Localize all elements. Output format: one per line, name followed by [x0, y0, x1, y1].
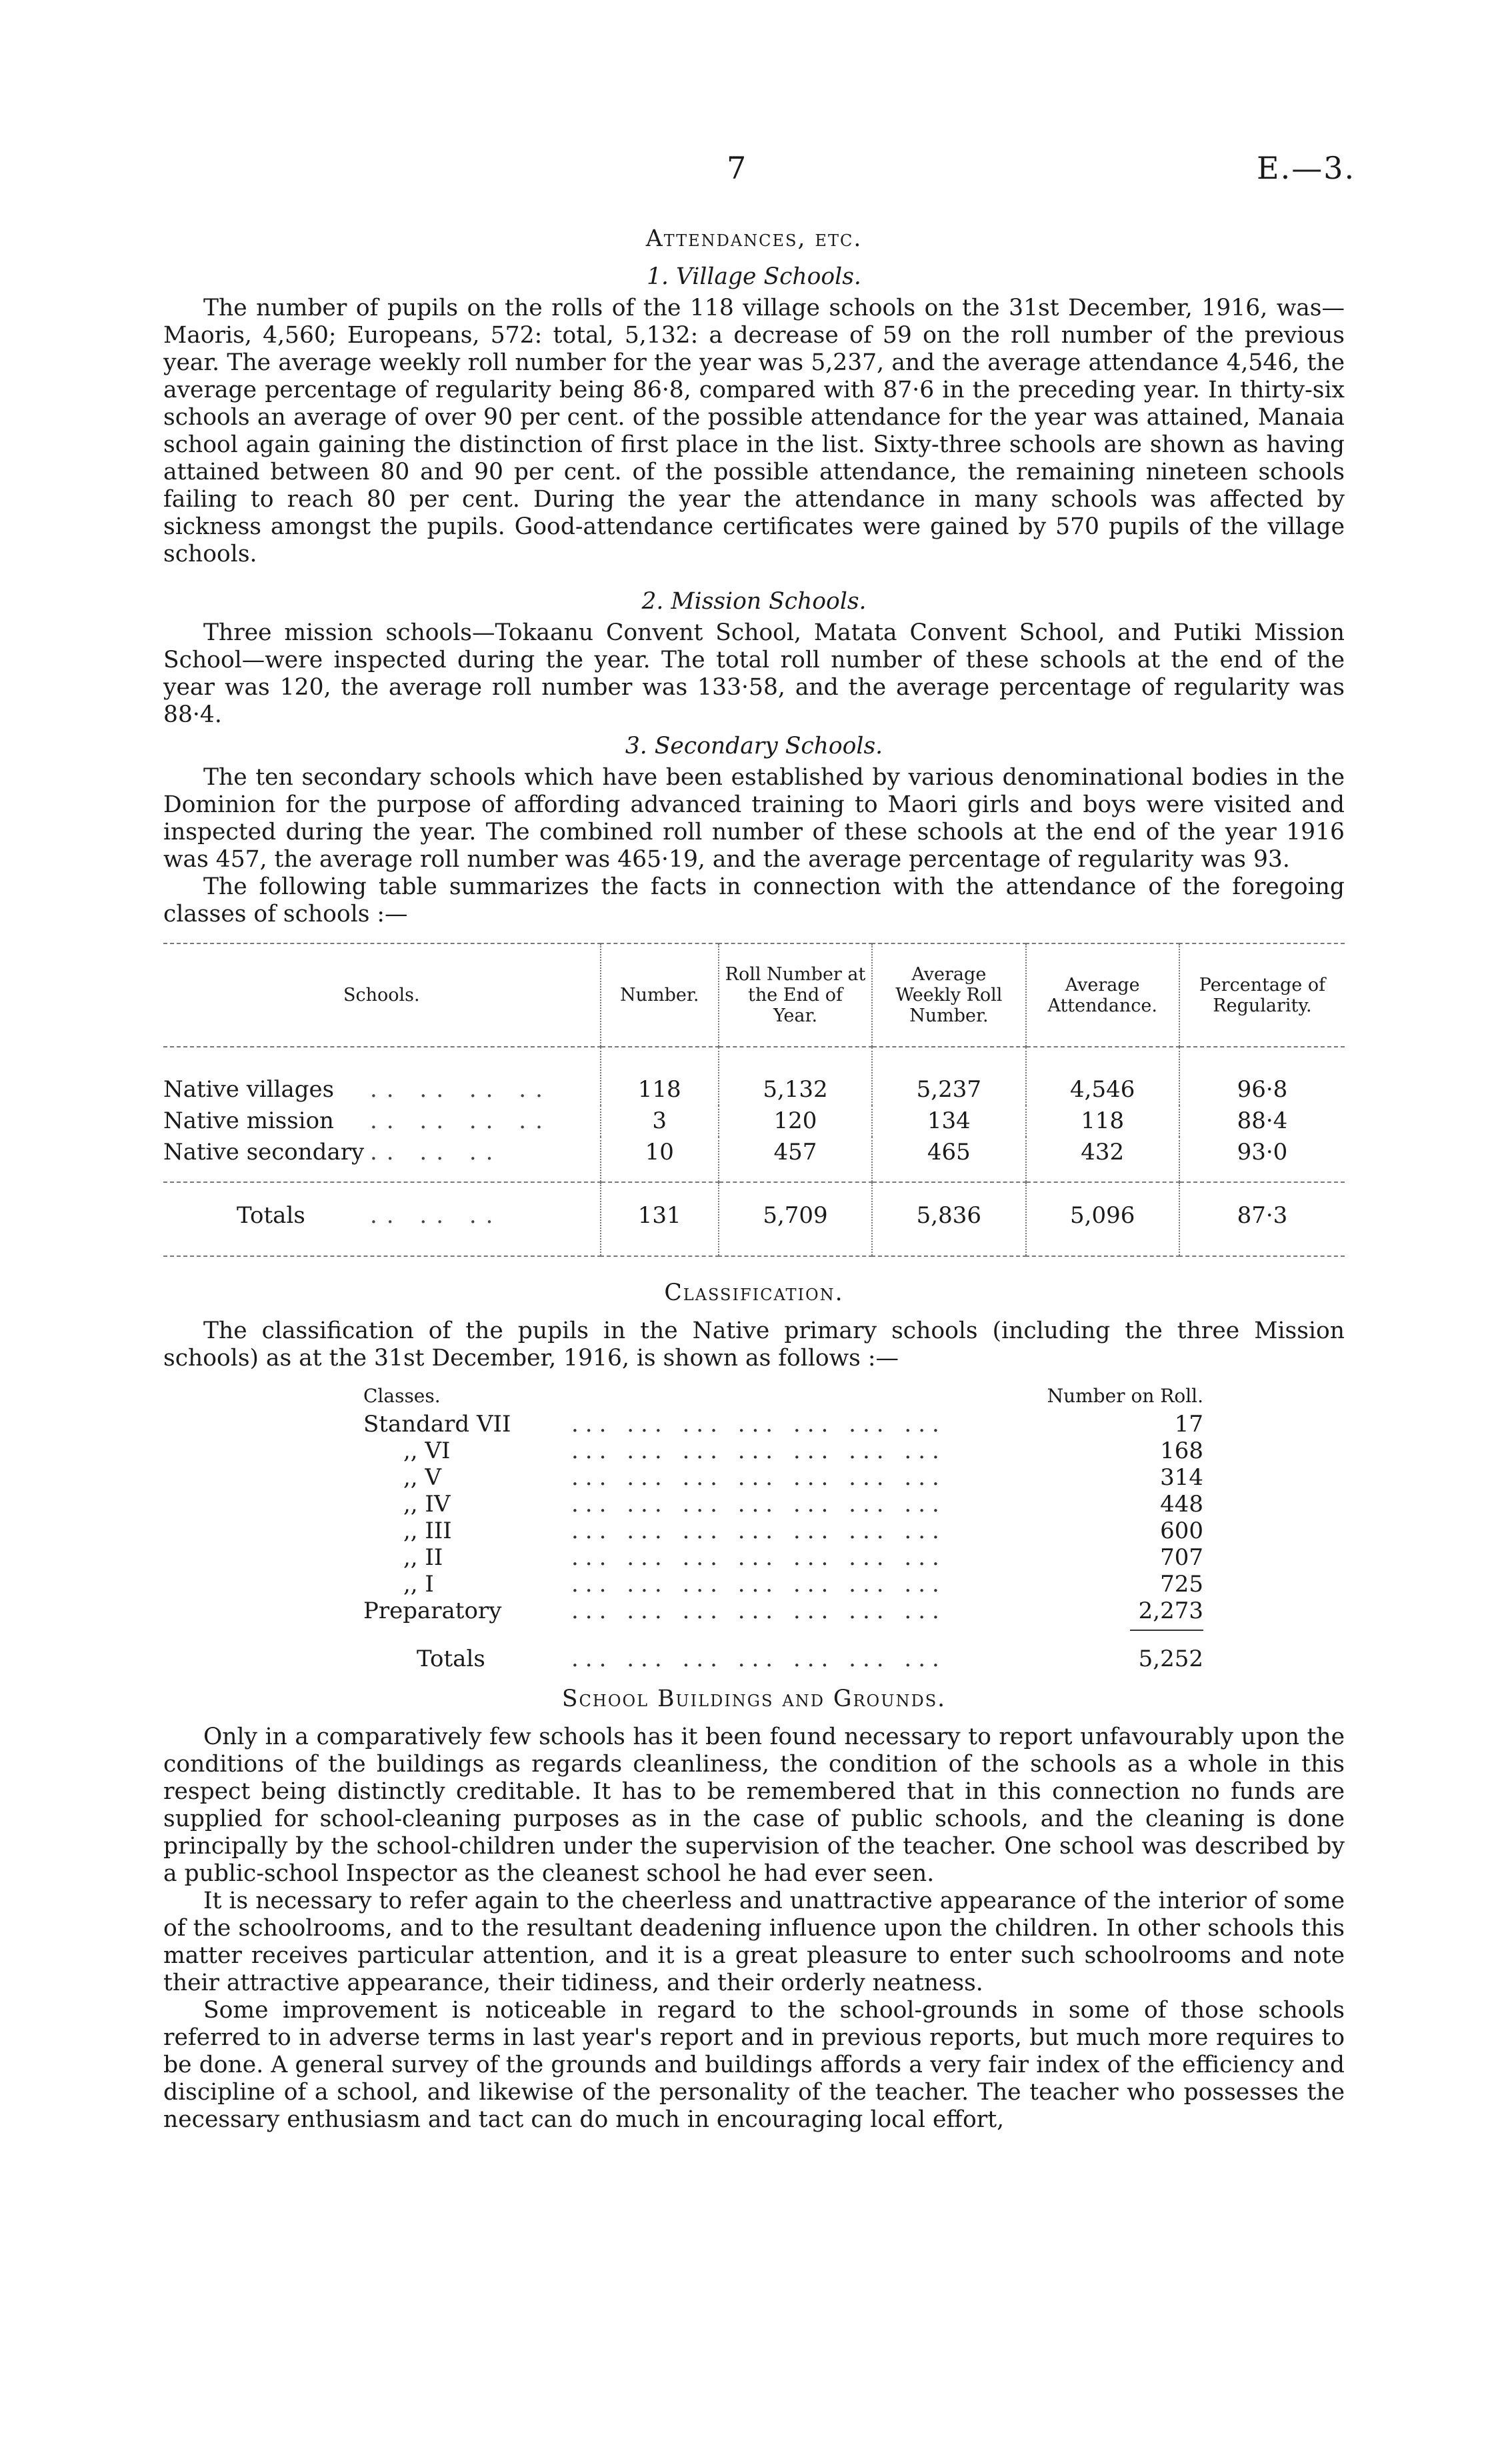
sum-rule — [1130, 1630, 1203, 1631]
classification-intro: The classification of the pupils in the Native primary schools (including the three Mission schools) as at the 31st December, 1916, is shown as follows :— — [163, 1318, 1345, 1372]
totals-value: 5,252 — [1138, 1646, 1203, 1672]
attendances-heading: Attendances, etc. — [645, 225, 863, 252]
attendance-table — [163, 943, 1345, 1257]
class-count: 707 — [1160, 1544, 1203, 1571]
list-item: Standard VII ... ... ... ... ... ... ... 17 — [363, 1411, 1203, 1438]
row-number: 118 — [601, 1047, 719, 1105]
row-regularity: 96·8 — [1179, 1047, 1345, 1105]
row-weekly: 134 — [872, 1105, 1025, 1137]
header-regularity: Percentage of Regularity. — [1179, 943, 1345, 1047]
class-count: 168 — [1160, 1438, 1203, 1464]
row-roll: 457 — [719, 1137, 872, 1182]
header-number: Number. — [601, 943, 719, 1047]
row-weekly: 5,237 — [872, 1047, 1025, 1105]
buildings-paragraph-1: Only in a comparatively few schools has it been found necessary to report unfavourably upon the conditions of the buildings as regards cleanliness, the condition of the schools as a whole in this respect being distinctly creditable. It has to be remembered that in this connection no funds are supplied for school-cleaning purposes as in the case of public schools, and the cleaning is done principally by the school-children under the supervision of the teacher. One school was described by a public-school Inspector as the cleanest school he had ever seen. — [163, 1724, 1345, 1887]
class-name: ,, I — [403, 1571, 434, 1598]
row-number: 10 — [601, 1137, 719, 1182]
village-schools-title: 1. Village Schools. — [647, 263, 861, 290]
class-name: ,, III — [403, 1518, 452, 1544]
row-number: 3 — [601, 1105, 719, 1137]
list-item: ,, I ... ... ... ... ... ... ... 725 — [363, 1571, 1203, 1598]
list-item: ,, V ... ... ... ... ... ... ... 314 — [363, 1464, 1203, 1491]
row-attendance: 4,546 — [1026, 1047, 1179, 1105]
row-school: Native mission — [163, 1107, 334, 1134]
table-row: Native villages .. .. .. .. 118 5,132 5,237 4,546 96·8 — [163, 1047, 1345, 1105]
page-reference: E.—3. — [1257, 150, 1356, 186]
number-column-label: Number on Roll. — [1047, 1385, 1203, 1407]
header-weekly-roll: Average Weekly Roll Number. — [872, 943, 1025, 1047]
row-regularity: 93·0 — [1179, 1137, 1345, 1182]
buildings-paragraph-2: It is necessary to refer again to the cheerless and unattractive appearance of the interior of some of the schoolrooms, and to the resultant deadening influence upon the children. In other schools this matter receives particular attention, and it is a great pleasure to enter such schoolrooms and note their attractive appearance, their tidiness, and their orderly neatness. — [163, 1888, 1345, 1996]
village-schools-text: The number of pupils on the rolls of the 118 village schools on the 31st December, 1916, was—Maoris, 4,560; Europeans, 572: total, 5,132: a decrease of 59 on the roll number of the previous year. The average weekly roll number for the year was 5,237, and the average attendance 4,546, the average percentage of regularity being 86·8, compared with 87·6 in the preceding year. In thirty-six schools an average of over 90 per cent. of the possible attendance for the year was attained, Manaia school again gaining the distinction of first place in the list. Sixty-three schools are shown as having attained between 80 and 90 per cent. of the possible attendance, the remaining nineteen schools failing to reach 80 per cent. During the year the attendance in many schools was affected by sickness amongst the pupils. Good-attendance certificates were gained by 570 pupils of the village schools. — [163, 295, 1345, 567]
class-count: 2,273 — [1138, 1598, 1203, 1624]
class-name: ,, VI — [403, 1438, 451, 1464]
table-header-row — [163, 943, 1345, 1047]
row-regularity: 88·4 — [1179, 1105, 1345, 1137]
totals-roll: 5,709 — [719, 1182, 872, 1256]
class-count: 448 — [1160, 1491, 1203, 1518]
class-name: ,, V — [403, 1464, 441, 1491]
totals-attendance: 5,096 — [1026, 1182, 1179, 1256]
row-roll: 120 — [719, 1105, 872, 1137]
header-schools: Schools. — [163, 943, 601, 1047]
row-school: Native secondary — [163, 1139, 365, 1165]
table-row: Native secondary .. .. .. 10 457 465 432 93·0 — [163, 1137, 1345, 1182]
list-item: ,, VI ... ... ... ... ... ... ... 168 — [363, 1438, 1203, 1464]
class-name: Preparatory — [363, 1598, 502, 1624]
totals-regularity: 87·3 — [1179, 1182, 1345, 1256]
class-count: 725 — [1160, 1571, 1203, 1598]
totals-label: Totals — [237, 1202, 305, 1229]
row-weekly: 465 — [872, 1137, 1025, 1182]
classification-list — [363, 1383, 1203, 1672]
row-attendance: 118 — [1026, 1105, 1179, 1137]
row-attendance: 432 — [1026, 1137, 1179, 1182]
class-count: 17 — [1174, 1411, 1203, 1438]
table-totals-row: Totals .. .. .. 131 5,709 5,836 5,096 87·3 — [163, 1182, 1345, 1256]
list-item: ,, IV ... ... ... ... ... ... ... 448 — [363, 1491, 1203, 1518]
row-roll: 5,132 — [719, 1047, 872, 1105]
mission-schools-title: 2. Mission Schools. — [641, 588, 867, 615]
header-roll-number: Roll Number at the End of Year. — [719, 943, 872, 1047]
totals-label: Totals — [417, 1646, 485, 1672]
table-row: Native mission .. .. .. .. 3 120 134 118 88·4 — [163, 1105, 1345, 1137]
header-attendance: Average Attendance. — [1026, 943, 1179, 1047]
classification-heading: Classification. — [664, 1280, 844, 1306]
secondary-schools-title: 3. Secondary Schools. — [625, 733, 883, 759]
class-count: 314 — [1160, 1464, 1203, 1491]
list-item: ,, III ... ... ... ... ... ... ... 600 — [363, 1518, 1203, 1544]
table-intro-text: The following table summarizes the facts in connection with the attendance of the foregoing classes of schools :— — [163, 873, 1345, 927]
totals-number: 131 — [601, 1182, 719, 1256]
buildings-heading: School Buildings and Grounds. — [561, 1686, 947, 1712]
class-count: 600 — [1160, 1518, 1203, 1544]
classification-header — [363, 1383, 1203, 1410]
mission-schools-text: Three mission schools—Tokaanu Convent School, Matata Convent School, and Putiki Mission School—were inspected during the year. The total roll number of these schools at the end of the year was 120, the average roll number was 133·58, and the average percentage of regularity was 88·4. — [163, 619, 1345, 728]
classification-totals: Totals ... ... ... ... ... ... ... 5,252 — [363, 1646, 1203, 1672]
row-school: Native villages — [163, 1076, 335, 1103]
class-name: ,, IV — [403, 1491, 451, 1518]
totals-weekly: 5,836 — [872, 1182, 1025, 1256]
list-item: ,, II ... ... ... ... ... ... ... 707 — [363, 1544, 1203, 1571]
class-name: ,, II — [403, 1544, 443, 1571]
class-name: Standard VII — [363, 1411, 511, 1438]
classes-column-label: Classes. — [363, 1385, 441, 1407]
buildings-paragraph-3: Some improvement is noticeable in regard to the school-grounds in some of those schools referred to in adverse terms in last year's report and in previous reports, but much more requires to be done. A general survey of the grounds and buildings affords a very fair index of the efficiency and discipline of a school, and likewise of the personality of the teacher. The teacher who possesses the necessary enthusiasm and tact can do much in encouraging local effort, — [163, 1997, 1345, 2133]
list-item: Preparatory ... ... ... ... ... ... ... 2,273 — [363, 1598, 1203, 1624]
document-body — [163, 225, 1345, 2134]
secondary-schools-text: The ten secondary schools which have been established by various denominational bodies in the Dominion for the purpose of affording advanced training to Maori girls and boys were visited and inspected during the year. The combined roll number of these schools at the end of the year 1916 was 457, the average roll number was 465·19, and the average percentage of regularity was 93. — [163, 764, 1345, 873]
page-number: 7 — [727, 150, 747, 186]
